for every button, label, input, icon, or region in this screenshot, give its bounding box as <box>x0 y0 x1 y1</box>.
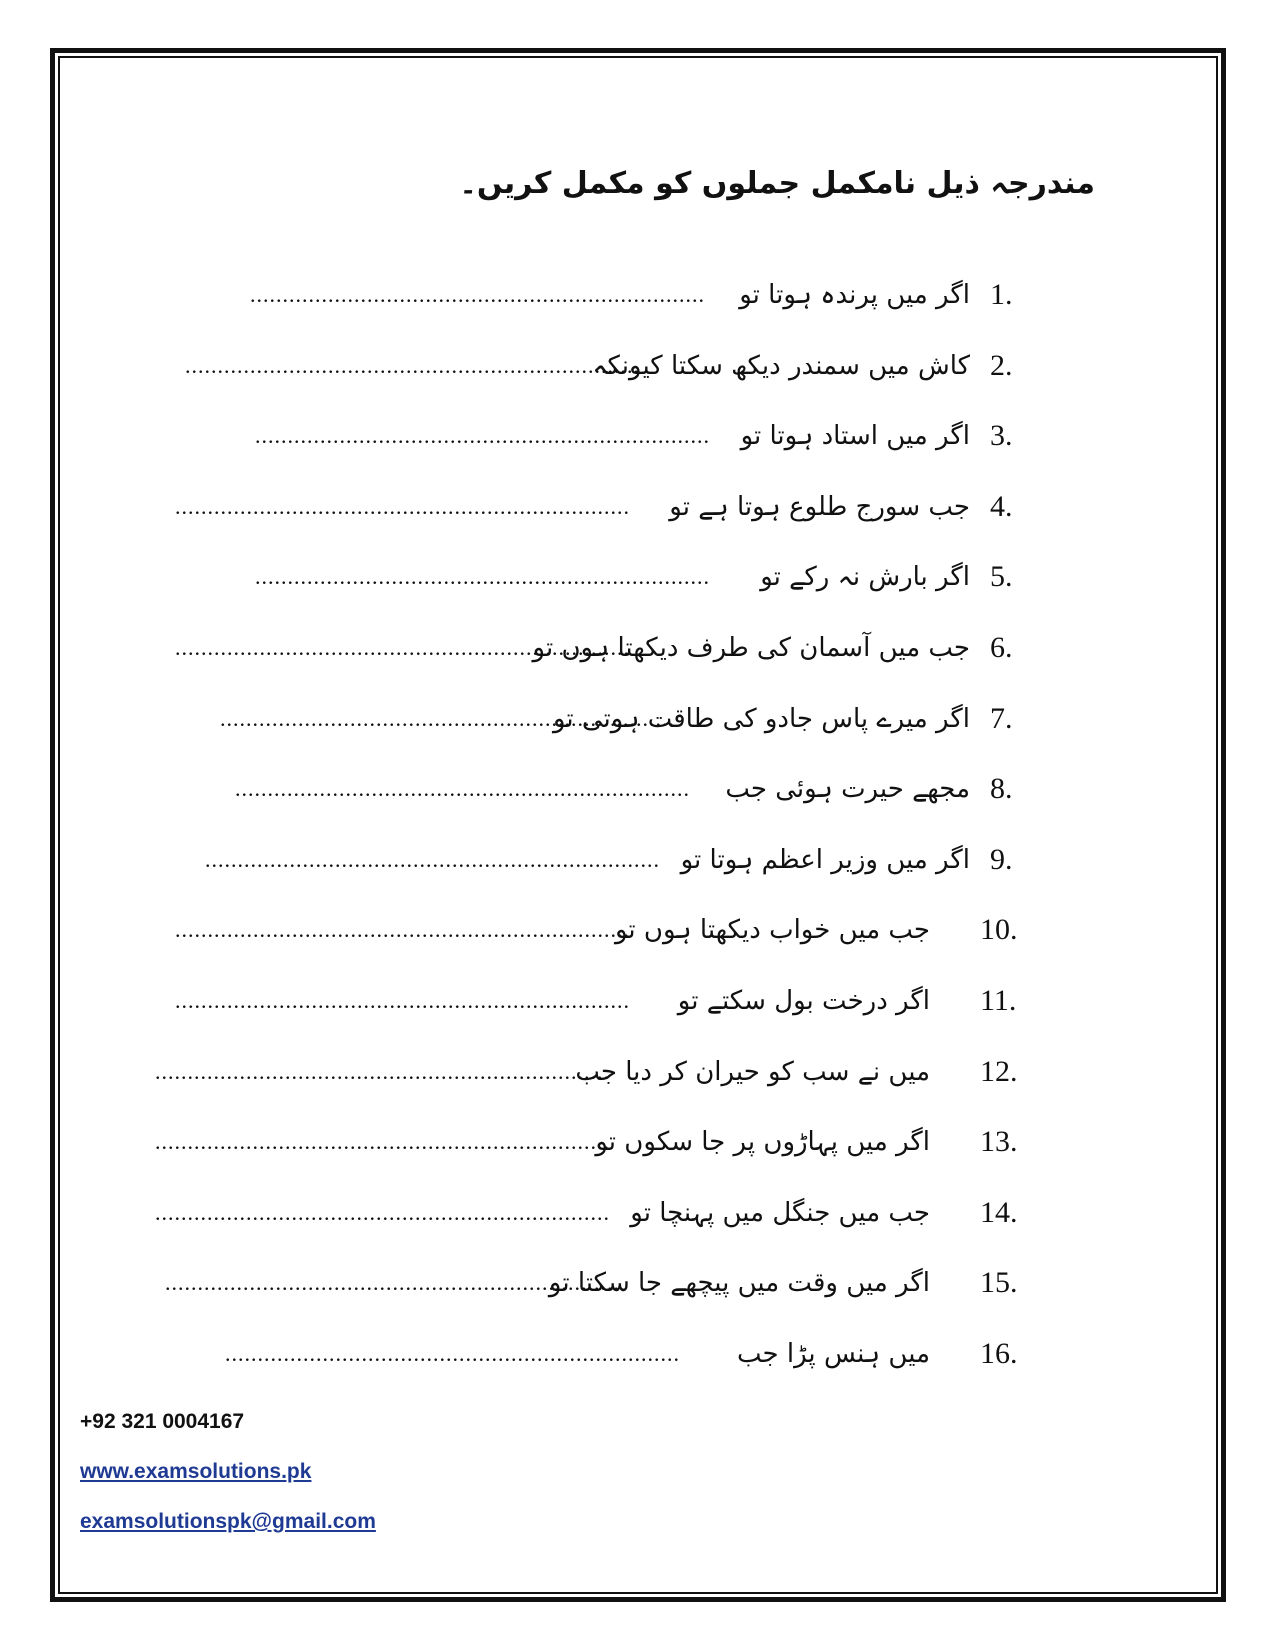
item-number: 13. <box>980 1125 1018 1159</box>
sentence-item <box>0 835 1275 885</box>
answer-blank[interactable]: ...................................................................... <box>165 1270 620 1296</box>
sentence-item <box>0 1258 1275 1308</box>
sentence-item <box>0 411 1275 461</box>
item-number: 9. <box>990 842 1013 876</box>
sentence-item <box>0 764 1275 814</box>
answer-blank[interactable]: ...................................................................... <box>205 846 660 872</box>
item-number: 2. <box>990 348 1013 382</box>
answer-blank[interactable]: ...................................................................... <box>225 1341 680 1366</box>
item-sentence: اگر میں وزیر اعظم ہوتا تو <box>680 844 970 875</box>
item-sentence: کاش میں سمندر دیکھ سکتا کیونکہ <box>592 350 970 381</box>
item-number: 7. <box>990 701 1013 735</box>
answer-blank[interactable]: ...................................................................... <box>175 917 630 943</box>
answer-blank[interactable]: ...................................................................... <box>255 423 710 449</box>
item-sentence: مجھے حیرت ہوئی جب <box>725 774 970 805</box>
item-number: 4. <box>990 489 1013 523</box>
item-sentence: جب سورج طلوع ہوتا ہے تو <box>669 491 970 522</box>
sentence-item <box>0 623 1275 673</box>
contact-phone: +92 321 0004167 <box>80 1410 245 1433</box>
answer-blank[interactable]: ...................................................................... <box>255 564 710 590</box>
item-number: 15. <box>980 1266 1018 1300</box>
answer-blank[interactable]: ...................................................................... <box>155 1129 610 1155</box>
sentence-item <box>0 694 1275 744</box>
answer-blank[interactable]: ...................................................................... <box>235 776 690 802</box>
answer-blank[interactable]: ...................................................................... <box>175 635 630 660</box>
item-number: 6. <box>990 631 1013 664</box>
item-number: 16. <box>980 1337 1018 1370</box>
item-number: 3. <box>990 419 1013 453</box>
item-sentence: اگر بارش نہ رکے تو <box>760 562 970 593</box>
answer-blank[interactable]: ...................................................................... <box>175 493 630 519</box>
item-sentence: میں نے سب کو حیران کر دیا جب <box>575 1056 930 1087</box>
item-number: 11. <box>980 984 1017 1017</box>
item-sentence: جب میں جنگل میں پہنچا تو <box>630 1197 930 1228</box>
item-sentence: میں ہنس پڑا جب <box>737 1339 930 1369</box>
sentence-item <box>0 1329 1275 1379</box>
answer-blank[interactable]: ...................................................................... <box>250 282 705 307</box>
sentence-item <box>0 270 1275 320</box>
answer-blank[interactable]: ...................................................................... <box>185 352 640 378</box>
sentence-item <box>0 1047 1275 1097</box>
sentence-item <box>0 976 1275 1026</box>
item-sentence: جب میں خواب دیکھتا ہوں تو <box>614 915 930 946</box>
contact-email-link[interactable]: examsolutionspk@gmail.com <box>80 1510 376 1533</box>
item-sentence: اگر میں پہاڑوں پر جا سکوں تو <box>595 1127 930 1158</box>
sentence-item <box>0 341 1275 391</box>
item-sentence: جب میں آسمان کی طرف دیکھتا ہوں تو <box>532 633 970 663</box>
item-number: 5. <box>990 560 1013 594</box>
item-sentence: اگر میرے پاس جادو کی طاقت ہوتی تو <box>552 703 970 734</box>
sentence-item <box>0 552 1275 602</box>
item-number: 12. <box>980 1054 1018 1088</box>
item-sentence: اگر درخت بول سکتے تو <box>677 986 930 1016</box>
item-sentence: اگر میں استاد ہوتا تو <box>740 421 970 452</box>
item-number: 10. <box>980 913 1018 947</box>
sentence-item <box>0 1188 1275 1238</box>
item-number: 1. <box>990 278 1013 311</box>
answer-blank[interactable]: ...................................................................... <box>155 1058 610 1084</box>
item-number: 8. <box>990 772 1013 806</box>
sentence-item <box>0 1117 1275 1167</box>
worksheet-title: مندرجہ ذیل نامکمل جملوں کو مکمل کریں۔ <box>459 166 1095 201</box>
item-number: 14. <box>980 1195 1018 1229</box>
item-sentence: اگر میں وقت میں پیچھے جا سکتا تو <box>548 1268 930 1299</box>
answer-blank[interactable]: ...................................................................... <box>155 1199 610 1225</box>
sentence-item <box>0 482 1275 532</box>
item-sentence: اگر میں پرندہ ہوتا تو <box>739 280 970 310</box>
answer-blank[interactable]: ...................................................................... <box>175 988 630 1013</box>
sentence-item <box>0 905 1275 955</box>
answer-blank[interactable]: ...................................................................... <box>220 705 675 731</box>
contact-website-link[interactable]: www.examsolutions.pk <box>80 1460 312 1483</box>
